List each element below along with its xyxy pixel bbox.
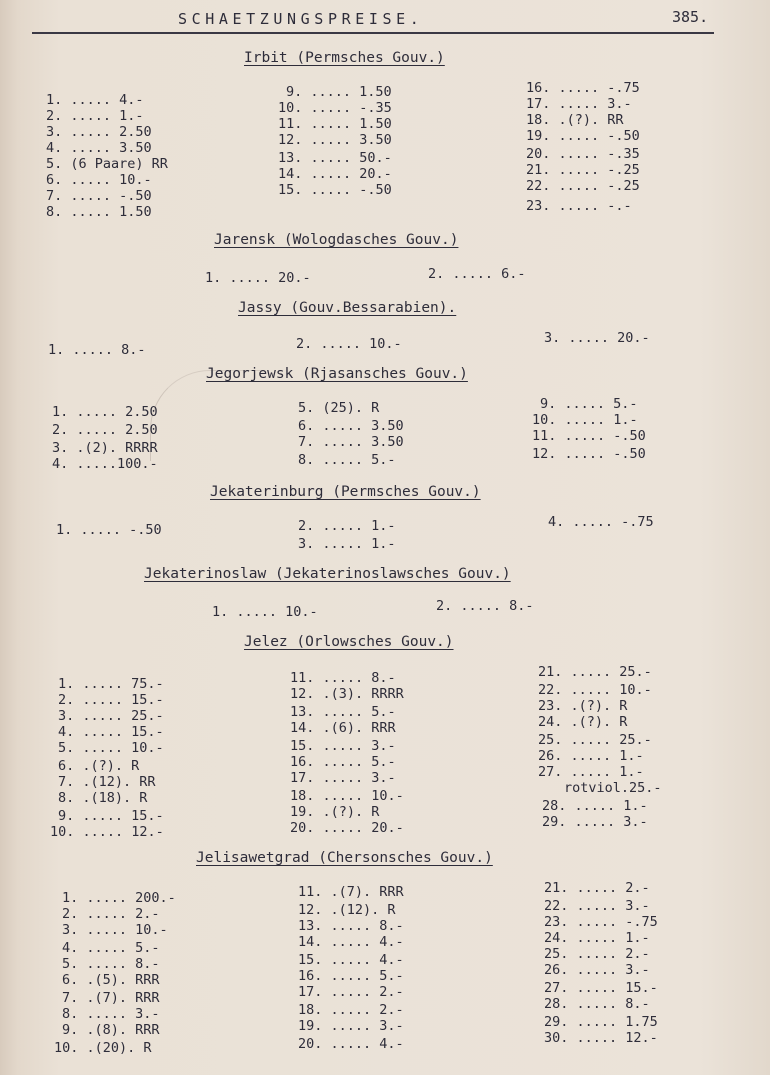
price-entry: 27. ..... 15.- — [544, 980, 658, 996]
price-entry: 4. .....100.- — [52, 456, 158, 472]
price-entry: 12. ..... -.50 — [532, 446, 646, 462]
price-entry: 12. .(12). R — [298, 902, 396, 918]
price-entry: 11. ..... 1.50 — [278, 116, 392, 132]
bleed-through-mark — [150, 370, 261, 461]
price-entry: 7. ..... 3.50 — [298, 434, 404, 450]
price-entry: 26. ..... 3.- — [544, 962, 650, 978]
price-entry: 6. ..... 10.- — [46, 172, 152, 188]
page-number: 385. — [672, 8, 709, 26]
price-entry: 13. ..... 8.- — [298, 918, 404, 934]
price-entry: 16. ..... 5.- — [298, 968, 404, 984]
price-entry: 2. ..... 1.- — [46, 108, 144, 124]
price-entry: 2. ..... 15.- — [58, 692, 164, 708]
price-entry: 23. .(?). R — [538, 698, 628, 714]
price-entry: 20. ..... 20.- — [290, 820, 404, 836]
price-entry: 1. ..... 2.50 — [52, 404, 158, 420]
price-entry: 7. .(12). RR — [58, 774, 156, 790]
price-entry: 30. ..... 12.- — [544, 1030, 658, 1046]
price-entry: 16. ..... -.75 — [526, 80, 640, 96]
price-entry: 22. ..... -.25 — [526, 178, 640, 194]
price-entry: 19. ..... 3.- — [298, 1018, 404, 1034]
price-entry: 3. ..... 25.- — [58, 708, 164, 724]
price-entry: 4. ..... 15.- — [58, 724, 164, 740]
price-entry: 18. ..... 2.- — [298, 1002, 404, 1018]
price-entry: 29. ..... 3.- — [542, 814, 648, 830]
price-entry: 8. ..... 5.- — [298, 452, 396, 468]
price-entry: 3. ..... 10.- — [62, 922, 168, 938]
price-entry: 25. ..... 2.- — [544, 946, 650, 962]
price-entry: 6. .(5). RRR — [62, 972, 160, 988]
price-entry: 17. ..... 3.- — [526, 96, 632, 112]
price-entry: 29. ..... 1.75 — [544, 1014, 658, 1030]
price-entry: 1. ..... 20.- — [205, 270, 311, 286]
price-entry: 1. ..... 8.- — [48, 342, 146, 358]
section-title-irbit: Irbit (Permsches Gouv.) — [244, 50, 445, 66]
price-entry: 1. ..... 75.- — [58, 676, 164, 692]
price-entry: 13. ..... 50.- — [278, 150, 392, 166]
price-entry: 14. .(6). RRR — [290, 720, 396, 736]
price-entry: 6. .(?). R — [58, 758, 140, 774]
section-title-jegorjewsk: Jegorjewsk (Rjasansches Gouv.) — [206, 366, 468, 382]
price-entry: 28. ..... 1.- — [542, 798, 648, 814]
price-entry: 2. ..... 10.- — [296, 336, 402, 352]
price-entry: 4. ..... 5.- — [62, 940, 160, 956]
price-entry: 19. .(?). R — [290, 804, 380, 820]
price-entry: 1. ..... 10.- — [212, 604, 318, 620]
section-title-jassy: Jassy (Gouv.Bessarabien). — [238, 300, 457, 316]
price-entry: 11. .(7). RRR — [298, 884, 404, 900]
price-entry: 5. ..... 10.- — [58, 740, 164, 756]
price-entry: 24. ..... 1.- — [544, 930, 650, 946]
price-entry: 9. ..... 15.- — [58, 808, 164, 824]
price-entry: 3. ..... 1.- — [298, 536, 396, 552]
price-entry: 21. ..... -.25 — [526, 162, 640, 178]
section-title-jarensk: Jarensk (Wologdasches Gouv.) — [214, 232, 459, 248]
price-entry: 9. ..... 5.- — [540, 396, 638, 412]
price-entry: rotviol.25.- — [564, 780, 662, 796]
header-rule — [32, 32, 714, 34]
price-entry: 2. ..... 1.- — [298, 518, 396, 534]
price-entry: 15. ..... -.50 — [278, 182, 392, 198]
price-entry: 3. ..... 20.- — [544, 330, 650, 346]
price-entry: 4. ..... 3.50 — [46, 140, 152, 156]
price-entry: 3. ..... 2.50 — [46, 124, 152, 140]
price-entry: 18. .(?). RR — [526, 112, 624, 128]
price-entry: 15. ..... 3.- — [290, 738, 396, 754]
price-entry: 3. .(2). RRRR — [52, 440, 158, 456]
price-entry: 25. ..... 25.- — [538, 732, 652, 748]
price-entry: 10. ..... -.35 — [278, 100, 392, 116]
price-entry: 14. ..... 20.- — [278, 166, 392, 182]
section-title-jelisawetgrad: Jelisawetgrad (Chersonsches Gouv.) — [196, 850, 493, 866]
price-entry: 6. ..... 3.50 — [298, 418, 404, 434]
price-entry: 9. ..... 1.50 — [286, 84, 392, 100]
price-entry: 24. .(?). R — [538, 714, 628, 730]
price-entry: 12. ..... 3.50 — [278, 132, 392, 148]
price-entry: 2. ..... 6.- — [428, 266, 526, 282]
price-entry: 7. .(7). RRR — [62, 990, 160, 1006]
price-entry: 2. ..... 2.- — [62, 906, 160, 922]
price-entry: 8. ..... 3.- — [62, 1006, 160, 1022]
price-entry: 26. ..... 1.- — [538, 748, 644, 764]
price-entry: 4. ..... -.75 — [548, 514, 654, 530]
price-entry: 17. ..... 3.- — [290, 770, 396, 786]
price-entry: 5. ..... 8.- — [62, 956, 160, 972]
price-entry: 1. ..... 200.- — [62, 890, 176, 906]
price-entry: 1. ..... 4.- — [46, 92, 144, 108]
section-title-jelez: Jelez (Orlowsches Gouv.) — [244, 634, 454, 650]
price-entry: 22. ..... 3.- — [544, 898, 650, 914]
price-entry: 5. (6 Paare) RR — [46, 156, 168, 172]
price-entry: 2. ..... 2.50 — [52, 422, 158, 438]
price-entry: 1. ..... -.50 — [56, 522, 162, 538]
section-title-jekaterinoslaw: Jekaterinoslaw (Jekaterinoslawsches Gouv.) — [144, 566, 511, 582]
price-entry: 22. ..... 10.- — [538, 682, 652, 698]
section-title-jekaterinburg: Jekaterinburg (Permsches Gouv.) — [210, 484, 481, 500]
price-entry: 12. .(3). RRRR — [290, 686, 404, 702]
price-entry: 10. ..... 1.- — [532, 412, 638, 428]
price-entry: 7. ..... -.50 — [46, 188, 152, 204]
price-entry: 2. ..... 8.- — [436, 598, 534, 614]
price-entry: 11. ..... -.50 — [532, 428, 646, 444]
price-entry: 27. ..... 1.- — [538, 764, 644, 780]
page-header-title: SCHAETZUNGSPREISE. — [178, 10, 424, 28]
price-entry: 21. ..... 2.- — [544, 880, 650, 896]
price-entry: 23. ..... -.- — [526, 198, 632, 214]
price-entry: 16. ..... 5.- — [290, 754, 396, 770]
price-entry: 17. ..... 2.- — [298, 984, 404, 1000]
price-entry: 28. ..... 8.- — [544, 996, 650, 1012]
price-entry: 8. ..... 1.50 — [46, 204, 152, 220]
price-entry: 10. ..... 12.- — [50, 824, 164, 840]
price-entry: 5. (25). R — [298, 400, 380, 416]
price-entry: 14. ..... 4.- — [298, 934, 404, 950]
price-entry: 10. .(20). R — [54, 1040, 152, 1056]
price-entry: 11. ..... 8.- — [290, 670, 396, 686]
price-entry: 19. ..... -.50 — [526, 128, 640, 144]
price-entry: 23. ..... -.75 — [544, 914, 658, 930]
price-entry: 18. ..... 10.- — [290, 788, 404, 804]
price-entry: 8. .(18). R — [58, 790, 148, 806]
price-entry: 21. ..... 25.- — [538, 664, 652, 680]
price-entry: 20. ..... 4.- — [298, 1036, 404, 1052]
price-entry: 15. ..... 4.- — [298, 952, 404, 968]
price-entry: 20. ..... -.35 — [526, 146, 640, 162]
price-entry: 9. .(8). RRR — [62, 1022, 160, 1038]
price-entry: 13. ..... 5.- — [290, 704, 396, 720]
